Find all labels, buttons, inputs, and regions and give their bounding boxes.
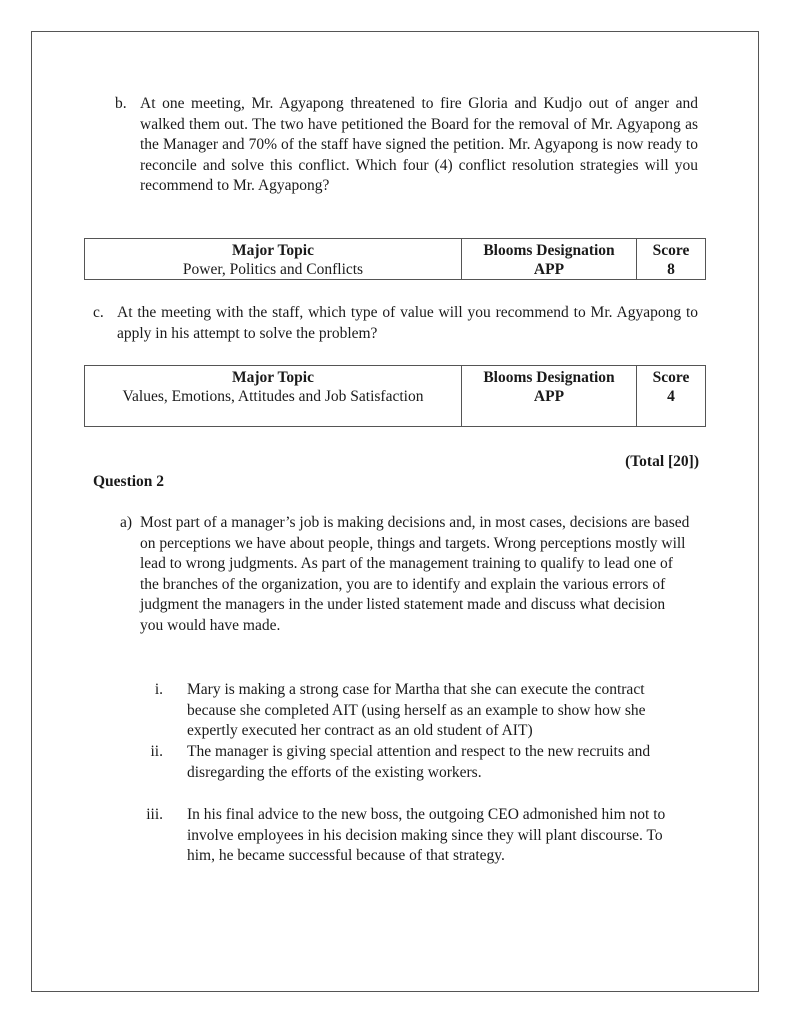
table-b-topic-value: Power, Politics and Conflicts xyxy=(182,261,364,278)
item-ii-numeral: ii. xyxy=(150,743,163,760)
part-b-label: b. xyxy=(115,95,127,112)
table-c xyxy=(84,365,706,427)
table-c-topic-cell xyxy=(85,366,462,427)
table-b-blooms-value: APP xyxy=(533,261,565,278)
total-marks: (Total [20]) xyxy=(625,453,699,470)
part-a-label: a) xyxy=(120,514,133,531)
table-b-topic-cell xyxy=(85,239,462,280)
table-b-blooms-header: Blooms Designation xyxy=(483,242,615,259)
item-ii-text: The manager is giving special attention and respect to the new recruits and disregarding the efforts of the existing workers. xyxy=(187,743,651,781)
table-b-score-cell xyxy=(637,239,706,280)
table-c-blooms-value: APP xyxy=(533,388,565,405)
table-c-score-value: 4 xyxy=(667,388,675,405)
table-b xyxy=(84,238,706,280)
part-a-question: Most part of a manager’s job is making decisions and, in most cases, decisions are based on perceptions we have about people, things and targets. Wrong perceptions mostly will lead to wrong judgments. As part of the management training to qualify to lead one of the branches of the organization, you are to identify and explain the various errors of judgment the managers in the under listed statement made and discuss what decision you would have made. xyxy=(140,514,690,634)
table-c-blooms-cell xyxy=(462,366,637,427)
item-iii-text: In his final advice to the new boss, the outgoing CEO admonished him not to involve employees in his decision making since they will plant discourse. To him, he became successful because of that strategy. xyxy=(187,806,666,865)
table-b-score-header: Score xyxy=(652,242,690,259)
table-b-score-value: 8 xyxy=(667,261,675,278)
table-c-score-header: Score xyxy=(652,369,690,386)
part-c-label: c. xyxy=(93,304,104,321)
part-c-question: At the meeting with the staff, which type of value will you recommend to Mr. Agyapong to apply in his attempt to solve the problem? xyxy=(117,304,698,342)
table-c-topic-header: Major Topic xyxy=(232,369,314,386)
table-b-blooms-cell xyxy=(462,239,637,280)
table-c-blooms-header: Blooms Designation xyxy=(483,369,615,386)
table-c-topic-value: Values, Emotions, Attitudes and Job Satisfaction xyxy=(122,388,424,405)
table-b-topic-header: Major Topic xyxy=(232,242,314,259)
table-c-score-cell xyxy=(637,366,706,427)
question-2-title: Question 2 xyxy=(93,473,165,490)
part-b-question: At one meeting, Mr. Agyapong threatened to fire Gloria and Kudjo out of anger and walked them out. The two have petitioned the Board for the removal of Mr. Agyapong as the Manager and 70% of the staff have signed the petition. Mr. Agyapong is now ready to reconcile and solve this conflict. Which four (4) conflict resolution strategies will you recommend to Mr. Agyapong? xyxy=(140,95,698,195)
item-i-numeral: i. xyxy=(154,681,163,698)
item-i-text: Mary is making a strong case for Martha that she can execute the contract because she completed AIT (using herself as an example to show how she expertly executed her contract as an old student of AIT) xyxy=(187,681,646,740)
item-iii-numeral: iii. xyxy=(146,806,163,823)
